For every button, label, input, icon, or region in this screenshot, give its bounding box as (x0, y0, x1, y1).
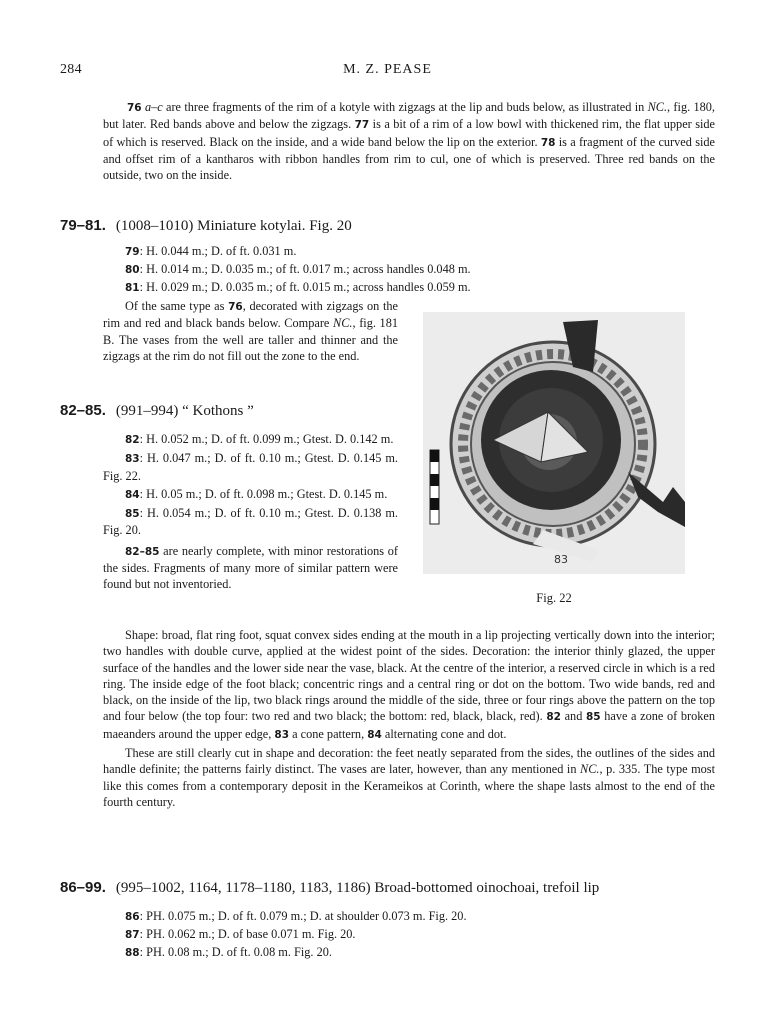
measurements-82-85: 82: H. 0.052 m.; D. of ft. 0.099 m.; Gtest. D. 0.142 m. 83: H. 0.047 m.; D. of ft. 0.10 m.; Gtest. D. 0.145 m. Fig. 22. 84: H. 0.05 m.; D. of ft. 0.098 m.; Gtest. D. 0.145 m. 85: H. 0.054 m.; D. of ft. 0.10 m.; Gtest. D. 0.138 m. Fig. 20. 82–85 are nearly complete, with minor restorations of the sides. Fragments of many more of similar pattern were found but not inventoried. (103, 432, 398, 592)
kothon-fragment-illustration (423, 312, 685, 574)
ref-76: 76 (127, 102, 142, 114)
measurement-line: 88: PH. 0.08 m.; D. of ft. 0.08 m. Fig. 20. (125, 945, 332, 959)
page-number: 284 (60, 62, 82, 77)
measurements-79-81 (125, 243, 471, 297)
dating-paragraph: These are still clearly cut in shape and decoration: the feet neatly separated from the sides, the outlines of the sides and handle definite; the patterns fairly distinct. The vases are later, however, than any mentioned in NC., p. 335. The type most like this comes from a contemporary deposit in the Kerameikos at Corinth, where the shape lasts almost to the end of the fourth century. (103, 746, 716, 809)
shape-paragraph: Shape: broad, flat ring foot, squat convex sides ending at the mouth in a lip projecting vertically down into the interior; two handles with double curve, applied at the widest point of the sides. Decoration: the interior thinly glazed, the upper surface of the handles and the lower side near the vase, black. At the centre of the interior, a reserved circle in which is a red ring. The inside edge of the foot black; concentric rings and a central ring or dot on the bottom. Two wide bands, red and black, on the inside of the lip, two black rings around the middle of the side, three or four rings above the pattern on the top and four below (the top four: two red and two black; the bottom: red, black, black, red). 82 and 85 have a zone of broken maeanders around the upper edge, 83 a cone pattern, 84 alternating cone and dot. These are still clearly cut in shape and decoration: the feet neatly separated from the sides, the outlines of the sides and handle definite; the patterns fairly distinct. The vases are later, however, than any mentioned in NC., p. 335. The type most like this comes from a contemporary deposit in the Kerameikos at Corinth, where the shape lasts almost to the end of the fourth century. (103, 628, 716, 809)
measurement-line: 80: H. 0.014 m.; D. 0.035 m.; of ft. 0.017 m.; across handles 0.048 m. (125, 262, 471, 276)
measurements-86-88 (125, 908, 467, 962)
intro-paragraph: 76 a–c are three fragments of the rim of a kotyle with zigzags at the lip and buds below, as illustrated in NC., fig. 180, but later. Red bands above and below the zigzags. 77 is a bit of a rim of a low bowl with thickened rim, the flat upper side of which is reserved. Black on the inside, and a wide band below the lip on the exterior. 78 is a fragment of the curved side and offset rim of a kantharos with ribbon handles from rim to cul, one of which is preserved. Three red bands on the outside, two on the inside. (103, 100, 715, 183)
measurement-line: 81: H. 0.029 m.; D. 0.035 m.; of ft. 0.015 m.; across handles 0.059 m. (125, 280, 471, 294)
entry-heading-86-99: 86–99. (995–1002, 1164, 1178–1180, 1183, 1186) Broad-bottomed oinochoai, trefoil lip (60, 879, 600, 896)
entry-heading-82-85: 82–85. (991–994) “ Kothons ” (60, 402, 254, 419)
figure-22-photo (423, 312, 685, 574)
measurement-line: 79: H. 0.044 m.; D. of ft. 0.031 m. (125, 244, 297, 258)
running-header-author: M. Z. PEASE (343, 62, 432, 77)
figure-caption: Fig. 22 (536, 591, 572, 605)
figure-label: 83 (554, 553, 568, 566)
measurement-line: 87: PH. 0.062 m.; D. of base 0.071 m. Fig. 20. (125, 927, 356, 941)
description-79-81: Of the same type as 76, decorated with zigzags on the rim and red and black bands below. Compare NC., fig. 181 B. The vases from the well are taller and thinner and the zigzags at the rim do not fill out the zone to the end. (103, 299, 399, 363)
entry-heading-79-81: 79–81. (1008–1010) Miniature kotylai. Fig. 20 (60, 217, 352, 234)
note-82-85: 82–85 are nearly complete, with minor restorations of the sides. Fragments of many more of similar pattern were found but not inventoried. (103, 543, 398, 592)
measurement-line: 86: PH. 0.075 m.; D. of ft. 0.079 m.; D. at shoulder 0.073 m. Fig. 20. (125, 909, 467, 923)
